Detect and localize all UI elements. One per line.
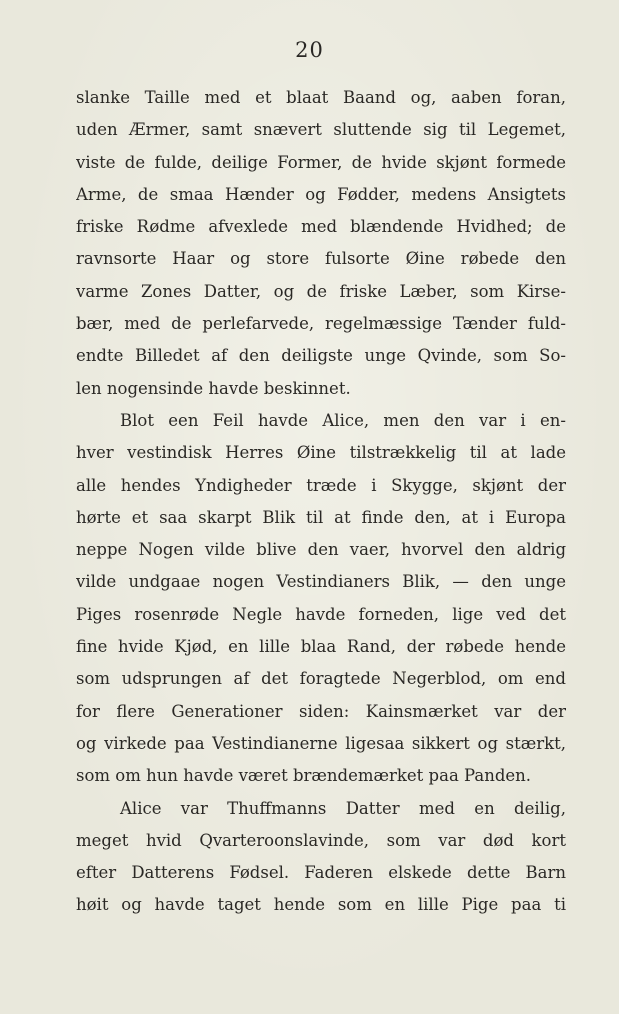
- text-line: hver vestindisk Herres Øine tilstrækkelig til at lade: [76, 443, 566, 463]
- text-line: som udsprungen af det foragtede Negerblod, om end: [76, 669, 566, 689]
- text-line: Arme, de smaa Hænder og Fødder, medens Ansigtets: [76, 184, 566, 204]
- text-line: for flere Generationer siden: Kainsmærket var der: [76, 701, 566, 721]
- text-line: som om hun havde været brændemærket paa Panden.: [76, 766, 532, 786]
- text-line: alle hendes Yndigheder træde i Skygge, skjønt der: [76, 475, 566, 495]
- text-line: len nogensinde havde beskinnet.: [76, 378, 351, 398]
- text-line: ravnsorte Haar og store fulsorte Øine røbede den: [76, 249, 566, 269]
- text-line: slanke Taille med et blaat Baand og, aaben foran,: [76, 88, 566, 107]
- text-line: og virkede paa Vestindianerne ligesaa sikkert og stærkt,: [76, 733, 566, 753]
- text-line: varme Zones Datter, og de friske Læber, som Kirse-: [76, 281, 566, 301]
- text-line: høit og havde taget hende som en lille Pige paa ti: [76, 895, 566, 915]
- text-line: Piges rosenrøde Negle havde forneden, lige ved det: [76, 604, 566, 624]
- text-line: Alice var Thuffmanns Datter med en deilig,: [120, 798, 566, 818]
- text-line: viste de fulde, deilige Former, de hvide skjønt formede: [76, 152, 566, 172]
- text-line: fine hvide Kjød, en lille blaa Rand, der røbede hende: [76, 637, 566, 657]
- text-line: endte Billedet af den deiligste unge Qvinde, som So-: [76, 346, 566, 366]
- text-line: vilde undgaae nogen Vestindianers Blik, — den unge: [76, 572, 566, 592]
- text-line: Blot een Feil havde Alice, men den var i en-: [120, 410, 566, 430]
- text-line: friske Rødme afvexlede med blændende Hvidhed; de: [76, 217, 566, 237]
- text-line: meget hvid Qvarteroonslavinde, som var død kort: [76, 830, 566, 850]
- text-line: efter Datterens Fødsel. Faderen elskede dette Barn: [76, 863, 566, 883]
- text-line: bær, med de perlefarvede, regelmæssige Tænder fuld-: [76, 314, 566, 334]
- text-line: uden Ærmer, samt snævert sluttende sig til Legemet,: [76, 120, 566, 140]
- text-line: hørte et saa skarpt Blik til at finde den, at i Europa: [76, 507, 566, 527]
- body-text: [76, 82, 566, 922]
- text-line: neppe Nogen vilde blive den vaer, hvorvel den aldrig: [76, 540, 566, 560]
- page-number: 20: [295, 38, 324, 62]
